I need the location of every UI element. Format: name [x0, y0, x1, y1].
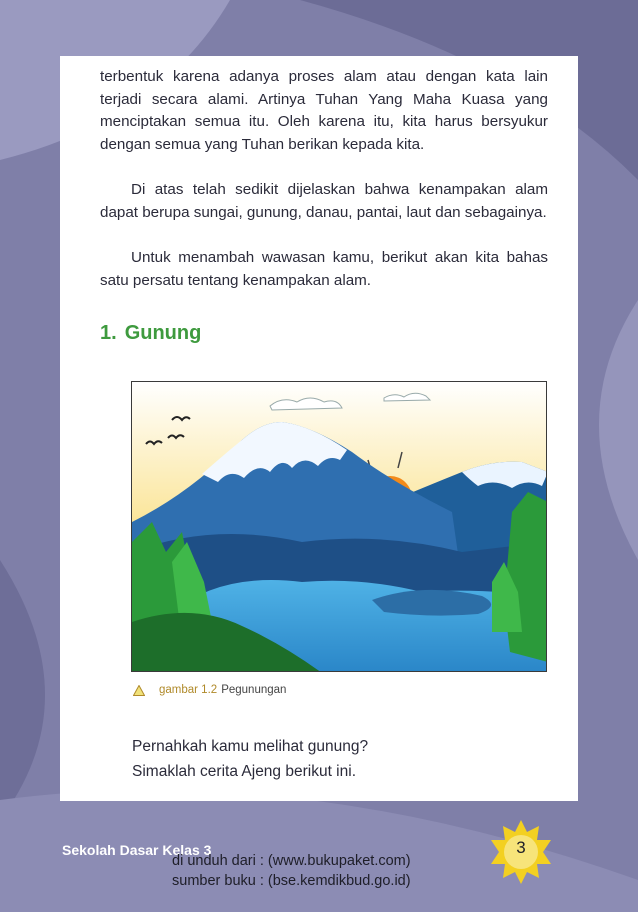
- section-title: Gunung: [124, 322, 202, 344]
- section-number: 1.: [100, 322, 117, 344]
- page-number: 3: [516, 838, 526, 857]
- download-credit: di unduh dari : (www.bukupaket.com): [172, 853, 411, 869]
- section-heading: [100, 322, 209, 345]
- question-line: Pernahkah kamu melihat gunung?: [132, 738, 369, 755]
- caption-text: Pegunungan: [221, 684, 287, 696]
- figure-caption: [133, 684, 286, 696]
- caption-label: gambar 1.2: [159, 684, 218, 696]
- mountain-illustration: [131, 381, 547, 672]
- instruction-line: Simaklah cerita Ajeng berikut ini.: [132, 763, 357, 780]
- paragraph-intro: terbentuk karena adanya proses alam atau dengan kata lain terjadi secara alami. Artinya Tuhan Yang Maha Kuasa yang menciptakan semua itu. Oleh karena itu, kita harus bersyukur dengan semua yang Tuhan berikan kepada kita.: [100, 68, 548, 153]
- paragraph-features: Di atas telah sedikit dijelaskan bahwa kenampakan alam dapat berupa sungai, gunung, danau, pantai, laut dan sebagainya.: [100, 181, 548, 221]
- triangle-marker-icon: [133, 685, 145, 696]
- mountain-scene-drawing: [132, 382, 547, 672]
- footer-school-label: Sekolah Dasar Kelas 3: [62, 842, 212, 858]
- source-credit: sumber buku : (bse.kemdikbud.go.id): [172, 873, 411, 889]
- paragraph-transition: Untuk menambah wawasan kamu, berikut akan kita bahas satu persatu tentang kenampakan alam.: [100, 249, 548, 289]
